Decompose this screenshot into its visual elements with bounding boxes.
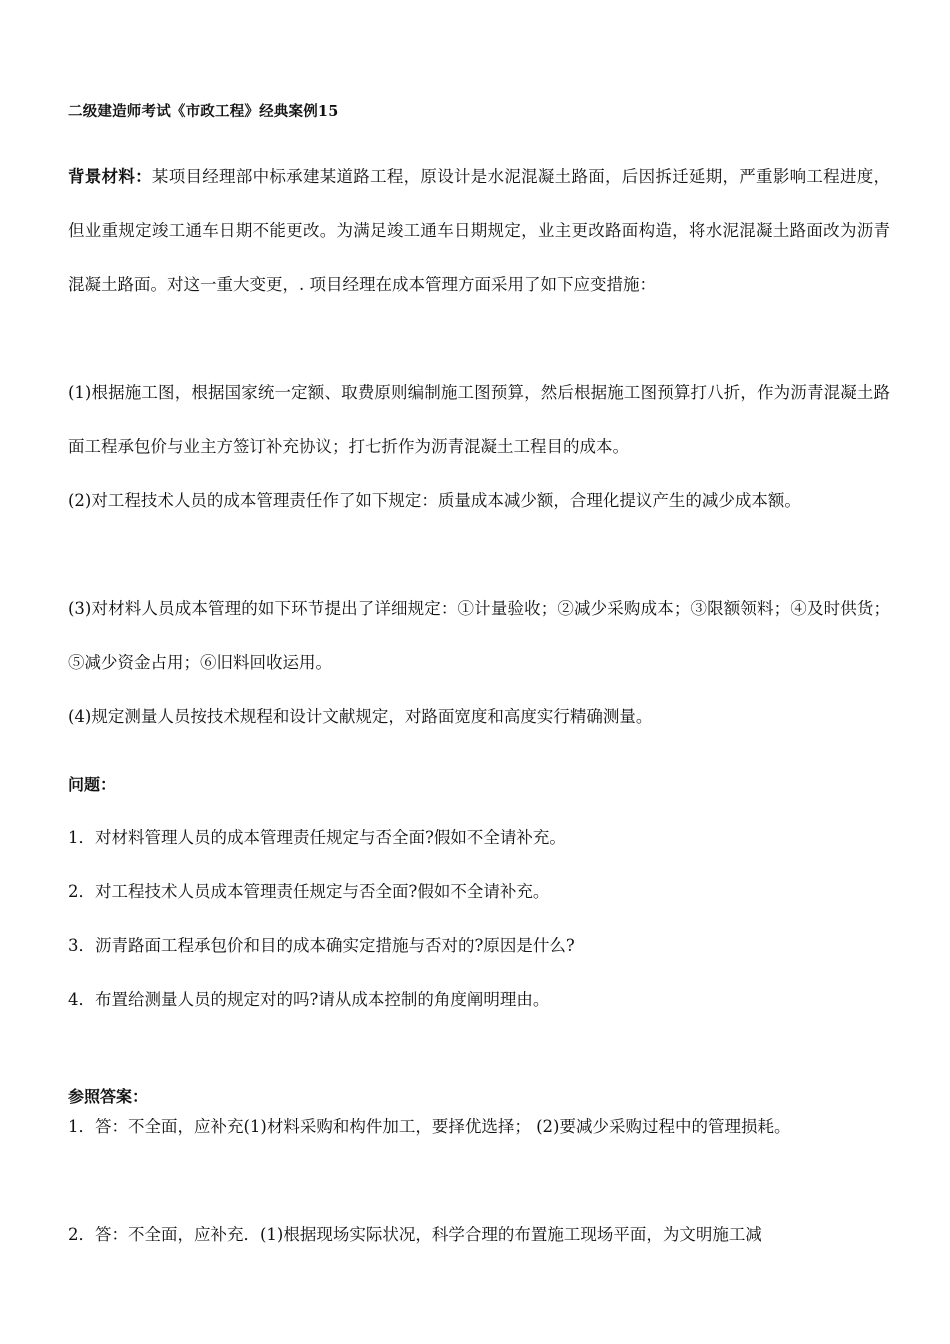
measure-text: (1)根据施工图，根据国家统一定额、取费原则编制施工图预算，然后根据施工图预算打八折，作为沥青混凝土路面工程承包价与业主方签订补充协议；打七折作为沥青混凝土工程目的成本。 xyxy=(68,383,890,456)
measure-text: (3)对材料人员成本管理的如下环节提出了详细规定：①计量验收；②减少采购成本；③限额领料；④及时供货；⑤减少资金占用；⑥旧料回收运用。 xyxy=(68,599,890,672)
question-item-1: 1．对材料管理人员的成本管理责任规定与否全面?假如不全请补充。 xyxy=(68,828,566,847)
measure-item-2 xyxy=(68,474,890,528)
answer-item-1 xyxy=(68,1100,890,1154)
measure-text: (2)对工程技术人员的成本管理责任作了如下规定：质量成本减少额，合理化提议产生的减少成本额。 xyxy=(68,491,801,510)
question-item-2: 2．对工程技术人员成本管理责任规定与否全面?假如不全请补充。 xyxy=(68,882,550,901)
question-item-4: 4．布置给测量人员的规定对的吗?请从成本控制的角度阐明理由。 xyxy=(68,990,550,1009)
background-label: 背景材料： xyxy=(68,167,152,186)
answer-item-2 xyxy=(68,1208,890,1262)
measure-item-3 xyxy=(68,582,890,690)
measure-item-4 xyxy=(68,690,890,744)
question-item-3: 3．沥青路面工程承包价和目的成本确实定措施与否对的?原因是什么? xyxy=(68,936,575,955)
background-text: 某项目经理部中标承建某道路工程，原设计是水泥混凝土路面，后因拆迁延期，严重影响工程进度，但业重规定竣工通车日期不能更改。为满足竣工通车日期规定，业主更改路面构造，将水泥混凝土路面改为沥青混凝土路面。对这一重大变更，. 项目经理在成本管理方面采用了如下应变措施： xyxy=(68,167,890,294)
background-paragraph xyxy=(68,150,890,312)
document-title: 二级建造师考试《市政工程》经典案例15 xyxy=(68,103,339,120)
answer-text: 1．答：不全面，应补充(1)材料采购和构件加工，要择优选择； (2)要减少采购过程中的管理损耗。 xyxy=(68,1117,791,1136)
answers-heading: 参照答案： xyxy=(68,1087,149,1106)
measure-text: (4)规定测量人员按技术规程和设计文献规定，对路面宽度和高度实行精确测量。 xyxy=(68,707,653,726)
answer-text: 2．答：不全面，应补充．(1)根据现场实际状况，科学合理的布置施工现场平面，为文明施工减 xyxy=(68,1225,762,1244)
measure-item-1 xyxy=(68,366,890,474)
questions-heading: 问题： xyxy=(68,775,117,794)
